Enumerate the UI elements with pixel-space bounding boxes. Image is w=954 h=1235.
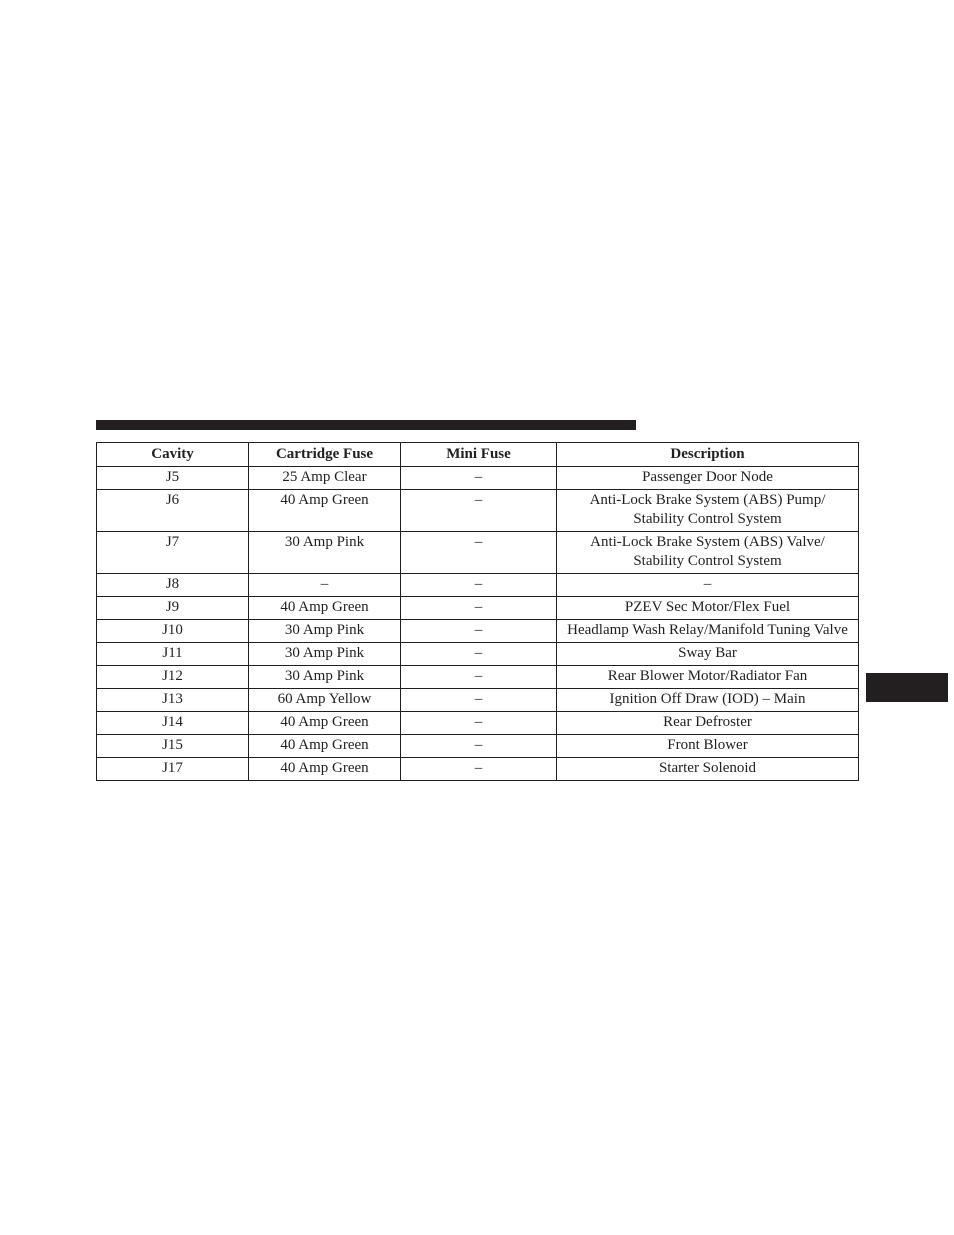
table-row — [97, 467, 859, 490]
section-rule — [96, 420, 636, 430]
cell-cavity: J6 — [97, 490, 249, 532]
cell-cavity: J14 — [97, 712, 249, 735]
cell-cavity: J5 — [97, 467, 249, 490]
cell-cavity: J11 — [97, 643, 249, 666]
table-row — [97, 643, 859, 666]
cell-description: Starter Solenoid — [557, 758, 859, 781]
cell-mini-fuse: – — [401, 467, 557, 490]
cell-description: Headlamp Wash Relay/Manifold Tuning Valve — [557, 620, 859, 643]
cell-mini-fuse: – — [401, 643, 557, 666]
cell-mini-fuse: – — [401, 758, 557, 781]
cell-mini-fuse: – — [401, 689, 557, 712]
cell-cavity: J17 — [97, 758, 249, 781]
cell-cavity: J12 — [97, 666, 249, 689]
cell-mini-fuse: – — [401, 597, 557, 620]
cell-description: Front Blower — [557, 735, 859, 758]
cell-mini-fuse: – — [401, 735, 557, 758]
table-row — [97, 574, 859, 597]
table-row — [97, 712, 859, 735]
table-row — [97, 689, 859, 712]
cell-mini-fuse: – — [401, 712, 557, 735]
cell-description: Rear Blower Motor/Radiator Fan — [557, 666, 859, 689]
cell-cavity: J15 — [97, 735, 249, 758]
cell-description: Sway Bar — [557, 643, 859, 666]
cell-cartridge-fuse: 30 Amp Pink — [249, 532, 401, 574]
table-row — [97, 758, 859, 781]
cell-mini-fuse: – — [401, 620, 557, 643]
cell-cartridge-fuse: – — [249, 574, 401, 597]
cell-cartridge-fuse: 25 Amp Clear — [249, 467, 401, 490]
cell-description: – — [557, 574, 859, 597]
cell-cartridge-fuse: 40 Amp Green — [249, 735, 401, 758]
table-row — [97, 735, 859, 758]
table-row — [97, 597, 859, 620]
cell-description: Passenger Door Node — [557, 467, 859, 490]
cell-cavity: J7 — [97, 532, 249, 574]
cell-cartridge-fuse: 40 Amp Green — [249, 597, 401, 620]
cell-cavity: J13 — [97, 689, 249, 712]
cell-cartridge-fuse: 30 Amp Pink — [249, 643, 401, 666]
cell-description: Anti-Lock Brake System (ABS) Valve/ Stability Control System — [557, 532, 859, 574]
table-header-row — [97, 443, 859, 467]
cell-description: Anti-Lock Brake System (ABS) Pump/ Stability Control System — [557, 490, 859, 532]
cell-cavity: J10 — [97, 620, 249, 643]
cell-mini-fuse: – — [401, 532, 557, 574]
chapter-tab — [866, 673, 948, 702]
cell-cartridge-fuse: 40 Amp Green — [249, 490, 401, 532]
cell-mini-fuse: – — [401, 490, 557, 532]
cell-cartridge-fuse: 60 Amp Yellow — [249, 689, 401, 712]
cell-cartridge-fuse: 40 Amp Green — [249, 758, 401, 781]
cell-cartridge-fuse: 30 Amp Pink — [249, 666, 401, 689]
header-mini-fuse: Mini Fuse — [401, 443, 557, 467]
cell-description: PZEV Sec Motor/Flex Fuel — [557, 597, 859, 620]
cell-mini-fuse: – — [401, 574, 557, 597]
table-row — [97, 620, 859, 643]
table-row — [97, 532, 859, 574]
cell-mini-fuse: – — [401, 666, 557, 689]
cell-cartridge-fuse: 30 Amp Pink — [249, 620, 401, 643]
fuse-table — [96, 442, 859, 781]
table-row — [97, 666, 859, 689]
cell-description: Rear Defroster — [557, 712, 859, 735]
header-cartridge-fuse: Cartridge Fuse — [249, 443, 401, 467]
table-row — [97, 490, 859, 532]
cell-cartridge-fuse: 40 Amp Green — [249, 712, 401, 735]
cell-description: Ignition Off Draw (IOD) – Main — [557, 689, 859, 712]
header-description: Description — [557, 443, 859, 467]
cell-cavity: J8 — [97, 574, 249, 597]
header-cavity: Cavity — [97, 443, 249, 467]
cell-cavity: J9 — [97, 597, 249, 620]
